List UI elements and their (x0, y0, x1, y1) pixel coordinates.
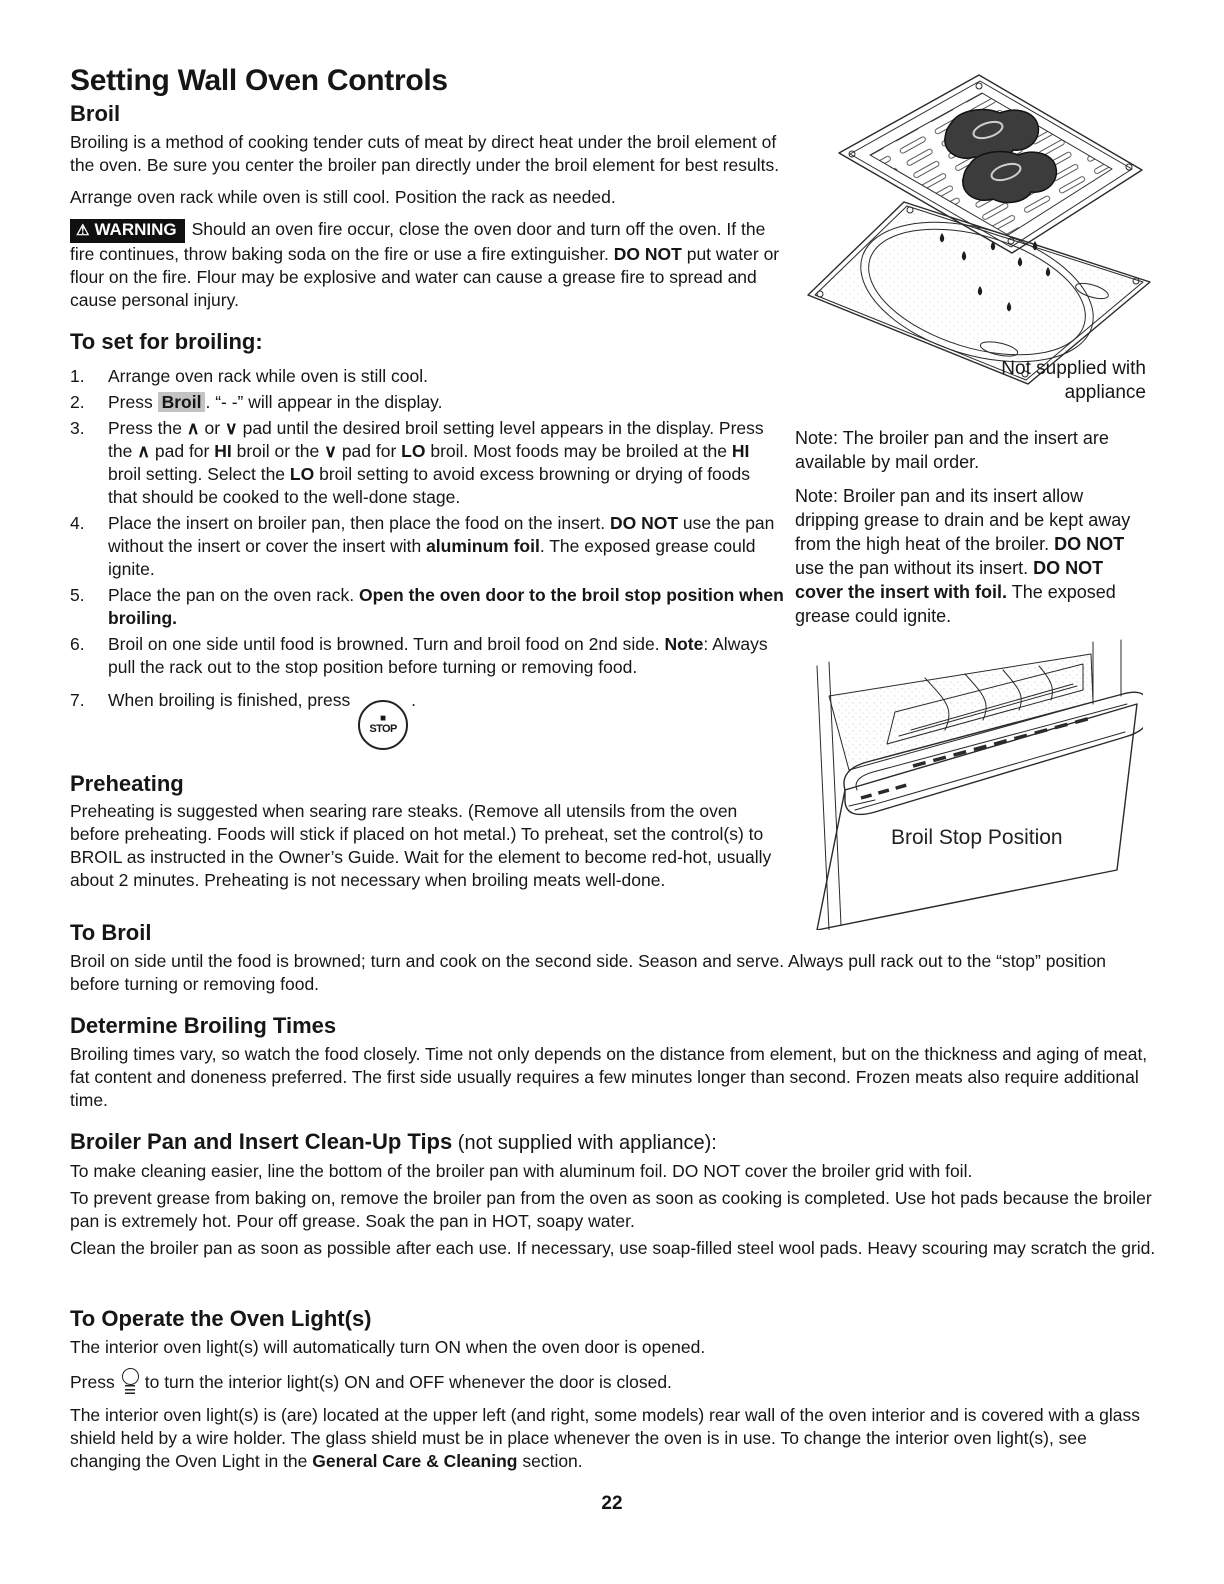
light-bulb-icon (120, 1368, 140, 1395)
broiling-times-heading: Determine Broiling Times (70, 1013, 337, 1038)
list-item (70, 365, 784, 388)
broil-paragraph-2: Arrange oven rack while oven is still cool. Position the rack as needed. (70, 187, 616, 207)
oven-lights-heading: To Operate the Oven Light(s) (70, 1306, 372, 1331)
step-number: 2. (70, 392, 85, 412)
step-text: Place the insert on broiler pan, then place the food on the insert. DO NOT use the pan without the insert or cover the insert with aluminum foil. The exposed grease could ignite. (108, 513, 775, 579)
lights-paragraph-3: The interior oven light(s) is (are) located at the upper left (and right, some models) rear wall of the oven interior and is covered with a glass shield held by a wire holder. The glass shield must be in place whenever the oven is in use. To change the interior oven light(s), see changing the Oven Light in the General Care & Cleaning section. (70, 1405, 1140, 1471)
step-text: Arrange oven rack while oven is still cool. (108, 366, 429, 386)
list-item (70, 512, 784, 581)
warning-paragraph (70, 218, 784, 312)
door-label: Broil Stop Position (891, 826, 1063, 849)
broiler-pan-illustration (792, 60, 1164, 395)
note-2: Note: Broiler pan and its insert allow dripping grease to drain and be kept away from the high heat of the broiler. DO NOT use the pan without its insert. DO NOT cover the insert with foil. The exposed grease could ignite. (795, 486, 1131, 626)
step-text: Place the pan on the oven rack. Open the oven door to the broil stop position when broiling. (108, 585, 784, 628)
cleanup-paragraph-1: To make cleaning easier, line the bottom of the broiler pan with aluminum foil. DO NOT cover the broiler grid with foil. (70, 1161, 973, 1181)
broiling-steps-list (70, 365, 784, 750)
step-text: Press the ∧ or ∨ pad until the desired broil setting level appears in the display. Press the ∧ pad for HI broil or the ∨ pad for LO broil. Most foods may be broiled at the HI broil setting. Select the LO broil setting to avoid excess browning or drying of foods that should be cooked to the well-done stage. (108, 418, 764, 507)
step-number: 6. (70, 634, 85, 654)
step-text: When broiling is finished, press ■ STOP . (108, 689, 784, 750)
pan-caption: Not supplied with appliance (1001, 358, 1146, 403)
left-column (70, 64, 784, 901)
step-number: 7. (70, 690, 85, 710)
page-number: 22 (601, 1493, 623, 1514)
list-item (70, 584, 784, 630)
cleanup-heading: Broiler Pan and Insert Clean-Up Tips (not supplied with appliance): (70, 1129, 717, 1154)
cleanup-paragraph-3: Clean the broiler pan as soon as possible after each use. If necessary, use soap-filled steel wool pads. Heavy scouring may scratch the grid. (70, 1238, 1156, 1258)
lights-press-line: Press to turn the interior light(s) ON and OFF whenever the door is closed. (70, 1368, 1160, 1395)
stop-key-icon (358, 700, 408, 750)
note-1: Note: The broiler pan and the insert are available by mail order. (795, 428, 1109, 472)
broil-stop-position-illustration (795, 638, 1143, 930)
warning-label: WARNING (94, 220, 177, 239)
set-broiling-heading: To set for broiling: (70, 329, 263, 354)
list-item (70, 633, 784, 679)
step-number: 5. (70, 585, 85, 605)
step-number: 3. (70, 418, 85, 438)
step-number: 4. (70, 513, 85, 533)
lights-paragraph-1: The interior oven light(s) will automatically turn ON when the oven door is opened. (70, 1337, 706, 1357)
to-broil-heading: To Broil (70, 920, 152, 945)
step-number: 1. (70, 366, 85, 386)
stop-square-glyph: ■ (380, 713, 387, 724)
list-item (70, 689, 784, 750)
step-text: Press Broil . “- -” will appear in the display. (108, 392, 443, 412)
warning-icon: ⚠ (76, 222, 90, 239)
page-title: Setting Wall Oven Controls (70, 64, 448, 97)
cleanup-paragraph-2: To prevent grease from baking on, remove the broiler pan from the oven as soon as cooking is completed. Use hot pads because the broiler pan is extremely hot. Pour off grease. Soak the pan in HOT, soapy water. (70, 1188, 1152, 1231)
warning-badge (70, 219, 185, 243)
to-broil-paragraph: Broil on side until the food is browned; turn and cook on the second side. Season and serve. Always pull rack out to the “stop” position before turning or removing food. (70, 951, 1107, 994)
bottom-sections (70, 920, 1160, 1482)
preheating-paragraph: Preheating is suggested when searing rare steaks. (Remove all utensils from the oven before preheating. Foods will stick if placed on hot metal.) To preheat, set the control(s) to BROIL as instructed in the Owner’s Guide. Wait for the element to become red-hot, usually about 2 minutes. Preheating is not necessary when broiling meats well-done. (70, 800, 772, 890)
stop-key-label: STOP (369, 723, 397, 735)
broil-paragraph-1: Broiling is a method of cooking tender cuts of meat by direct heat under the broil element of the oven. Be sure you center the broiler pan directly under the broil element for best results. (70, 132, 780, 175)
broil-key: Broil (158, 392, 206, 412)
broil-heading: Broil (70, 101, 121, 126)
broiler-notes (795, 426, 1149, 638)
step-text: Broil on one side until food is browned. Turn and broil food on 2nd side. Note: Always pull the rack out to the stop position before turning or removing food. (108, 634, 768, 677)
preheating-heading: Preheating (70, 770, 184, 796)
broiling-times-paragraph: Broiling times vary, so watch the food closely. Time not only depends on the distance from element, but on the thickness and aging of meat, fat content and doneness preferred. The first side usually requires a few minutes longer than second. Frozen meats also require additional time. (70, 1044, 1148, 1110)
list-item (70, 391, 784, 414)
list-item (70, 417, 784, 509)
warning-text: Should an oven fire occur, close the oven door and turn off the oven. If the fire continues, throw baking soda on the fire or use a fire extinguisher. DO NOT put water or flour on the fire. Flour may be explosive and water can cause a grease fire to spread and cause personal injury. (70, 219, 780, 310)
